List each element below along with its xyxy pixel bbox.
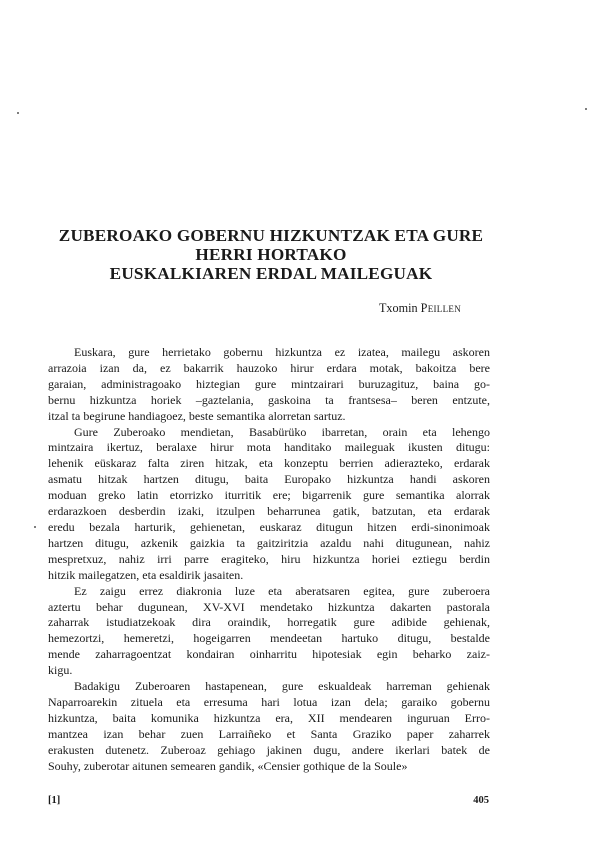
text-line: Gure Zuberoako mendietan, Basabürüko ibarretan, orain eta lehengo	[74, 424, 490, 439]
text-line: mantzea izan behar zuen Larraiñeko et Santa Graziko paper zaharrek	[48, 726, 490, 741]
text-line: hemezortzi, hemeretzi, hogeigarren mendeetan hartuko ditugu, bestalde	[48, 631, 490, 646]
author-name	[379, 301, 461, 316]
paragraph	[48, 679, 490, 774]
text-line: Euskara, gure herrietako gobernu hizkuntza ez izatea, mailegu askoren	[74, 345, 490, 359]
text-line: aztertu behar dugunean, XV-XVI mendetako hizkuntza dakarten pastorala	[48, 599, 490, 614]
text-line: asmatu hitzak hartzen ditugu, baita Europako hizkuntza handi askoren	[48, 472, 490, 487]
text-line: hartzen ditugu, azkenik gaizkia ta gaitziritzia azaldu nahi ditugunean, nahiz	[48, 535, 490, 550]
article-title	[30, 226, 512, 283]
title-line: HERRI HORTAKO	[195, 245, 347, 264]
text-line: hizkuntza, baita komunika hizkuntza era, XII mendearen inguruan Erro-	[48, 710, 490, 725]
text-line: Ez zaigu errez diakronia luze eta aberatsaren egitea, gure zuberoera	[74, 583, 490, 598]
title-line: ZUBEROAKO GOBERNU HIZKUNTZAK ETA GURE	[58, 226, 484, 245]
text-line: bernu hizkuntza horiek –gaztelania, gaskoina ta frantsesa– beren entzute,	[48, 392, 490, 407]
text-line: erdarazkoen desberdin izaki, itzulpen beharrunea gatik, batzutan, eta erdarak	[48, 504, 490, 519]
author-family-name: Peillen	[420, 301, 461, 315]
text-line: arrazoia izan da, ez bakarrik hauzoko hirur erdara motak, bakoitza bere	[48, 360, 490, 375]
text-line: mende zaharragoentzat kondairan oinharritu hipotesiak egin beharko zaiz-	[48, 647, 490, 662]
text-line: Souhy, zuberotar aitunen semearen gandik, «Censier gothique de la Soule»	[48, 758, 408, 773]
text-line: lehenik eüskaraz falta ziren hitzak, eta konzeptu berrien adierazteko, erdarak	[48, 456, 490, 471]
text-line: Naparroarekin zituela eta erresuma hari lotua izan dela; garaiko gobernu	[48, 694, 490, 709]
body-text	[48, 345, 490, 774]
text-line: moduan greko latin etorrizko iturritik ere; bigarrenik gure semantika alorrak	[48, 488, 490, 503]
scan-speck	[585, 108, 587, 110]
paragraph	[48, 584, 490, 679]
scan-speck	[17, 112, 19, 114]
text-line: garaian, administragoako hiztegian gure mintzairari buruzagituz, baina go-	[48, 376, 490, 391]
text-line: hitzik mailegatzen, eta esaldirik jasaiten.	[48, 567, 244, 582]
scan-speck	[34, 526, 36, 528]
title-line: EUSKALKIAREN ERDAL MAILEGUAK	[109, 264, 433, 283]
text-line: zaharrak istudiatzekoak dira oraindik, horregatik gure adibide gehienak,	[48, 615, 490, 630]
footnote-marker: [1]	[48, 795, 61, 806]
text-line: mespretxuz, nahiz irri parre eragiteko, hiru hizkuntza horiei eztiegu berdin	[48, 551, 490, 566]
text-line: eredu bezala harturik, gehienetan, euskaraz ditugun hitzen erdi-sinonimoak	[48, 519, 490, 534]
page-number: 405	[473, 795, 489, 806]
author-given-name: Txomin	[378, 301, 418, 315]
text-line: itzal ta begirune handiagoez, beste semantika alorretan sartuz.	[48, 408, 346, 423]
paragraph	[48, 425, 490, 584]
text-line: erakusten dutenetz. Zuberoaz gehiago jakinen dugu, andere ikerlari batek de	[48, 742, 490, 757]
text-line: kigu.	[48, 663, 73, 678]
paragraph	[48, 345, 490, 425]
text-line: mintzaira ikertuz, beralaxe hirur mota handitako maileguak ikusten ditugu:	[48, 440, 490, 455]
text-line: Badakigu Zuberoaren hastapenean, gure eskualdeak harreman gehienak	[74, 679, 490, 694]
